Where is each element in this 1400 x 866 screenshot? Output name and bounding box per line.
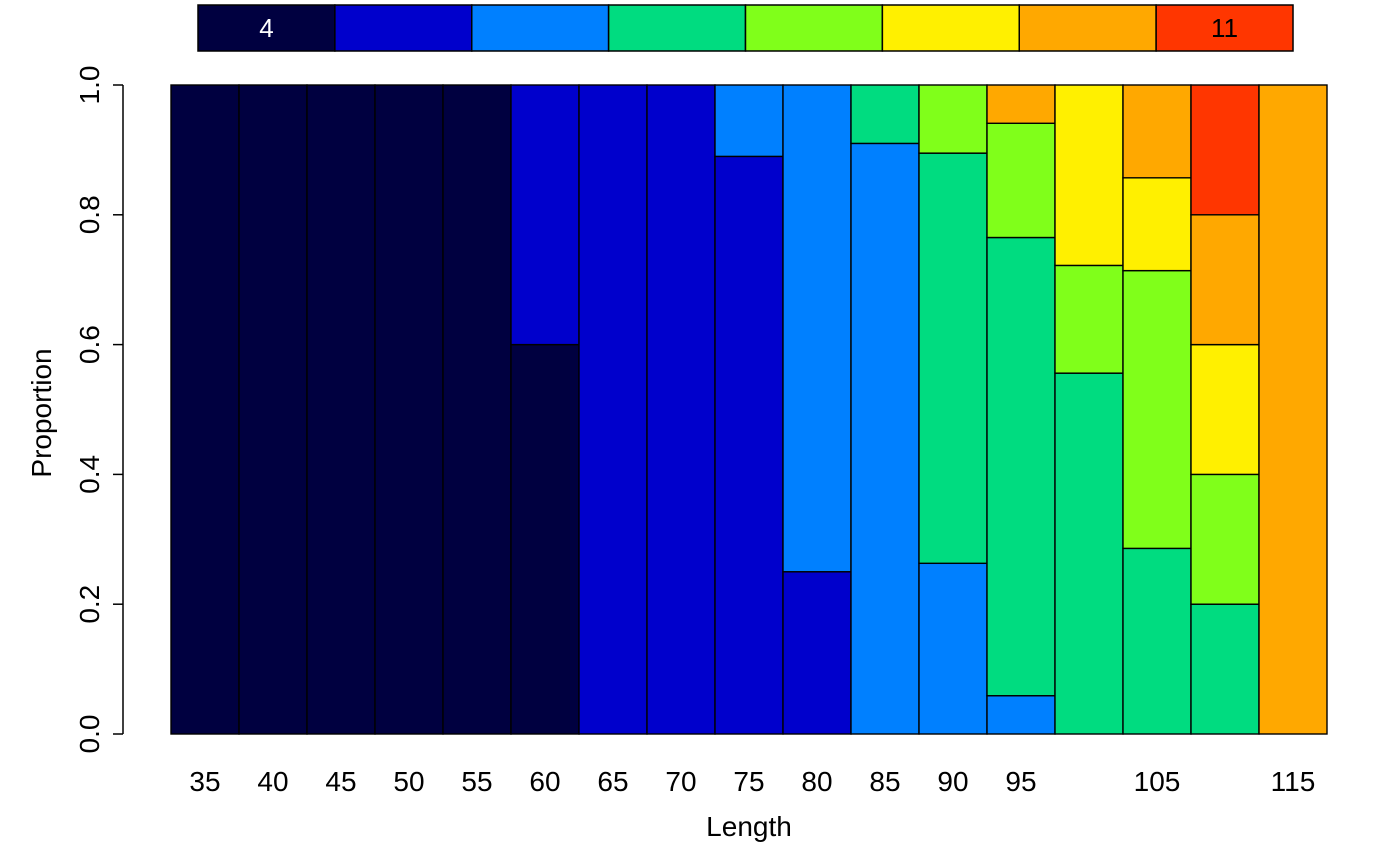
bar-segment-110-age-7	[1191, 604, 1259, 734]
bar-segment-65-age-5	[579, 85, 647, 734]
legend-label: 11	[1211, 13, 1239, 43]
bar-segment-45-age-4	[307, 85, 375, 734]
x-tick-label: 35	[189, 766, 221, 797]
bar-segment-95-age-8	[987, 123, 1055, 237]
bar-segment-60-age-5	[511, 85, 579, 345]
y-tick-label: 0.0	[74, 714, 105, 754]
color-legend	[198, 5, 1293, 51]
bar-segment-40-age-4	[239, 85, 307, 734]
bar-segment-90-age-7	[919, 153, 987, 563]
bar-segment-50-age-4	[375, 85, 443, 734]
bar-segment-95-age-6	[987, 696, 1055, 734]
bar-segment-70-age-5	[647, 85, 715, 734]
bar-segment-100-age-8	[1055, 265, 1123, 373]
bar-segment-110-age-8	[1191, 474, 1259, 604]
legend-swatch-age-7	[609, 5, 746, 51]
bar-segment-110-age-11	[1191, 85, 1259, 215]
x-tick-label: 95	[1005, 766, 1037, 797]
bar-segment-105-age-10	[1123, 85, 1191, 178]
bar-segment-100-age-9	[1055, 85, 1123, 265]
legend-swatch-age-8	[746, 5, 883, 51]
x-tick-label: 60	[529, 766, 561, 797]
bar-segment-35-age-4	[171, 85, 239, 734]
x-tick-label: 115	[1270, 766, 1316, 797]
legend-swatch-age-6	[472, 5, 609, 51]
x-tick-label: 45	[325, 766, 357, 797]
bar-segment-80-age-5	[783, 572, 851, 734]
bar-segment-60-age-4	[511, 345, 579, 734]
bar-segment-110-age-10	[1191, 215, 1259, 345]
bars-group	[171, 85, 1327, 734]
legend-swatch-age-9	[882, 5, 1019, 51]
x-tick-label: 85	[869, 766, 901, 797]
x-axis-label: Length	[706, 811, 792, 842]
y-tick-label: 1.0	[74, 65, 105, 105]
bar-segment-105-age-8	[1123, 271, 1191, 549]
y-tick-label: 0.8	[74, 195, 105, 235]
y-tick-label: 0.4	[74, 454, 105, 494]
bar-segment-115-age-10	[1259, 85, 1327, 734]
x-tick-label: 70	[665, 766, 697, 797]
bar-segment-95-age-7	[987, 238, 1055, 696]
legend-label: 4	[259, 13, 274, 43]
x-tick-label: 105	[1133, 766, 1181, 797]
bar-segment-105-age-9	[1123, 178, 1191, 271]
x-tick-label: 50	[393, 766, 425, 797]
x-tick-label: 75	[733, 766, 765, 797]
x-tick-label: 90	[937, 766, 969, 797]
legend-swatch-age-10	[1019, 5, 1156, 51]
y-tick-label: 0.6	[74, 325, 105, 365]
bar-segment-90-age-6	[919, 563, 987, 734]
legend-swatch-age-5	[335, 5, 472, 51]
bar-segment-85-age-6	[851, 143, 919, 734]
y-axis-label: Proportion	[26, 348, 57, 478]
bar-segment-55-age-4	[443, 85, 511, 734]
x-axis	[189, 766, 1315, 797]
x-tick-label: 55	[461, 766, 493, 797]
bar-segment-110-age-9	[1191, 345, 1259, 475]
bar-segment-95-age-10	[987, 85, 1055, 123]
x-tick-label: 65	[597, 766, 629, 797]
bar-segment-105-age-7	[1123, 548, 1191, 734]
bar-segment-90-age-8	[919, 85, 987, 153]
bar-segment-80-age-6	[783, 85, 851, 572]
bar-segment-100-age-7	[1055, 373, 1123, 734]
x-tick-label: 40	[257, 766, 289, 797]
bar-segment-75-age-5	[715, 156, 783, 734]
x-tick-label: 80	[801, 766, 833, 797]
bar-segment-85-age-7	[851, 85, 919, 143]
y-tick-label: 0.2	[74, 584, 105, 624]
bar-segment-75-age-6	[715, 85, 783, 156]
y-axis	[74, 66, 123, 754]
